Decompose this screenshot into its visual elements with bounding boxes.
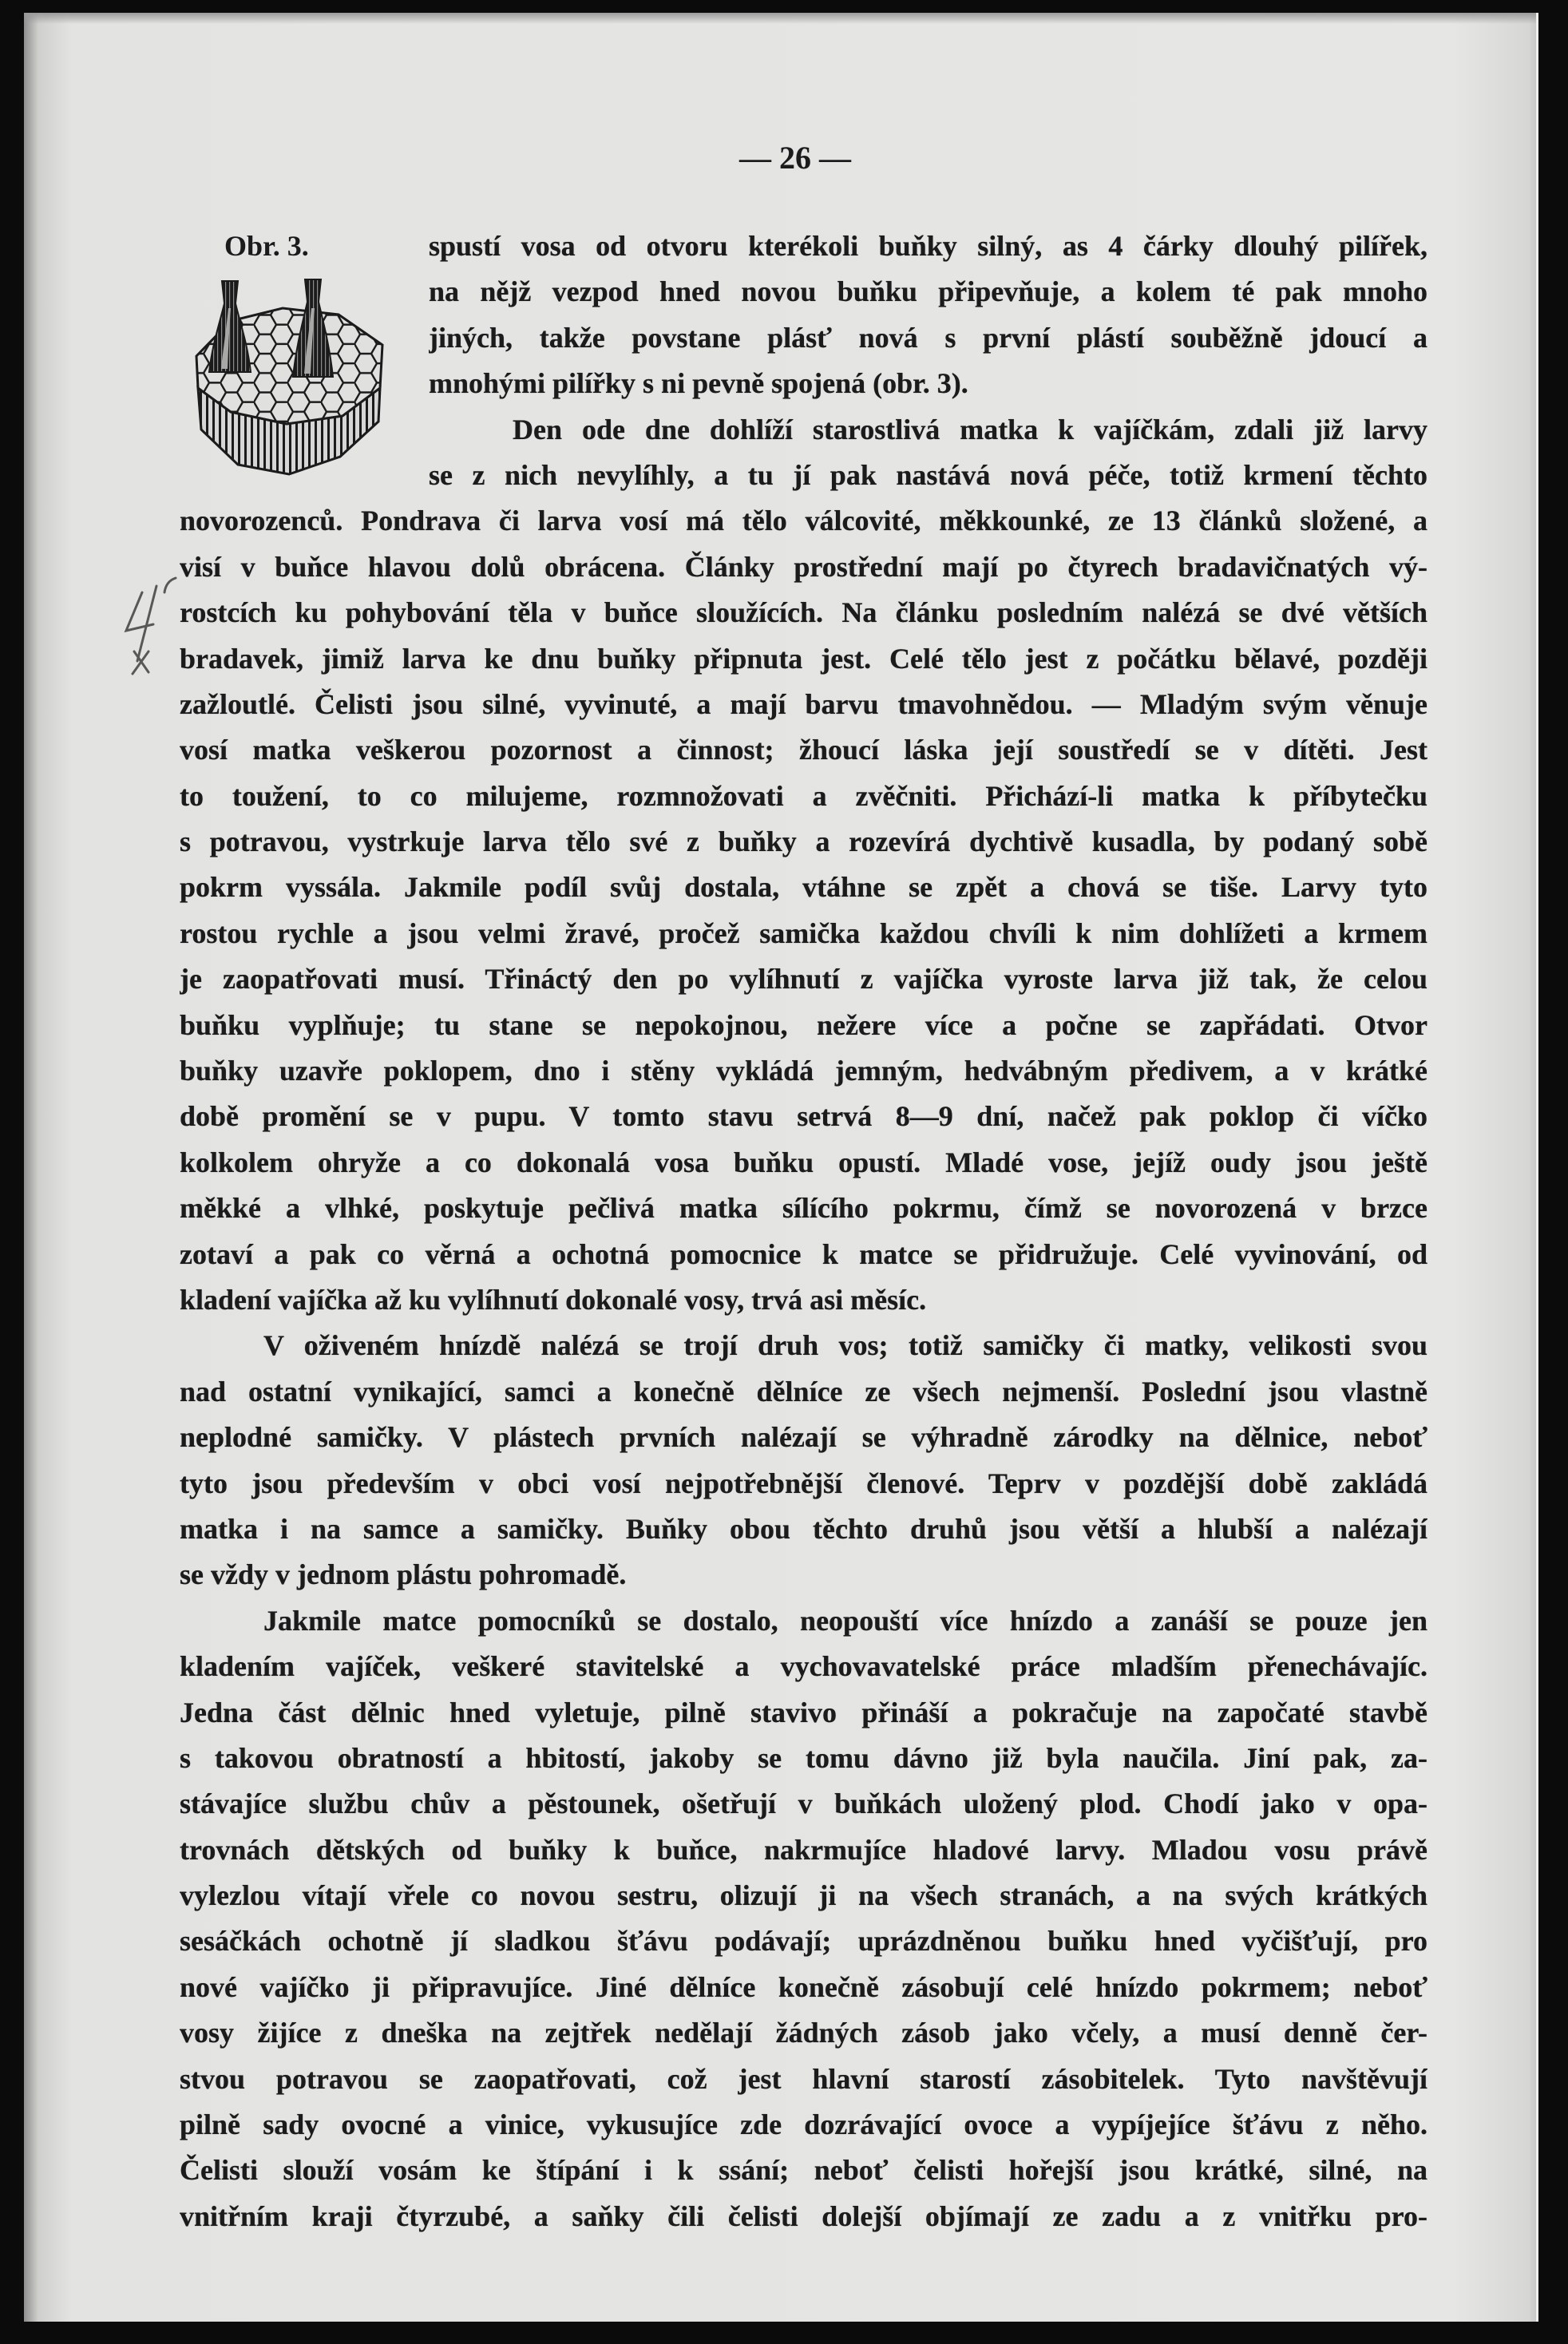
text-line: vosy žijíce z dneška na zejtřek nedělají žádných zásob jako včely, a musí denně čer- xyxy=(180,2017,1427,2049)
text-line: mnohými pilířky s ni pevně spojená (obr. 3). xyxy=(429,367,968,400)
text-line: vosí matka veškerou pozornost a činnost; žhoucí láska její soustředí se v dítěti. Jest xyxy=(180,734,1427,766)
body-text xyxy=(180,224,1427,2239)
text-line: zažloutlé. Čelisti jsou silné, vyvinuté, a mají barvu tmavohnědou. — Mladým svým věnuje xyxy=(180,687,1427,720)
text-line: jiných, takže povstane plásť nová s první plástí souběžně jdoucí a xyxy=(429,321,1427,354)
text-line: vnitřním kraji čtyrzubé, a saňky čili čelisti dolejší objímají ze zadu a z vnitřku pro- xyxy=(180,2199,1427,2232)
text-line: pilně sady ovocné a vinice, vykusujíce zde dozrávající ovoce a vypíjejíce šťávu z něho. xyxy=(180,2108,1427,2141)
paragraph-4 xyxy=(180,1598,1427,2239)
text-line: trovnách dětských od buňky k buňce, nakrmujíce hladové larvy. Mladou vosu právě xyxy=(180,1833,1427,1866)
text-line: kladením vajíček, veškeré stavitelské a vychovavatelské práce mladším přenechávajíc. xyxy=(180,1650,1427,1683)
text-line: nad ostatní vynikající, samci a konečně dělníce ze všech nejmenší. Poslední jsou vlastně xyxy=(180,1375,1427,1408)
text-line: nové vajíčko ji připravujíce. Jiné dělníce konečně zásobují celé hnízdo pokrmem; neboť xyxy=(180,1970,1427,2003)
text-line: Den ode dne dohlíží starostlivá matka k vajíčkám, zdali již larvy xyxy=(513,413,1427,445)
text-line: na nějž vezpod hned novou buňku připevňuje, a kolem té pak mnoho xyxy=(429,275,1427,308)
text-line: s takovou obratností a hbitostí, jakoby se tomu dávno již byla naučila. Jiní pak, za- xyxy=(180,1741,1427,1774)
page-top-shadow xyxy=(24,13,1536,24)
text-line: stvou potravou se zaopatřovati, což jest hlavní starostí zásobitelek. Tyto navštěvují xyxy=(180,2062,1427,2095)
text-line: rostou rychle a jsou velmi žravé, pročež samička každou chvíli k nim dohlížeti a krmem xyxy=(180,917,1427,949)
text-line: Jedna část dělnic hned vyletuje, pilně stavivo přináší a pokračuje na započaté stavbě xyxy=(180,1696,1427,1728)
text-line: pokrm vyssála. Jakmile podíl svůj dostala, vtáhne se zpět a chová se tiše. Larvy tyto xyxy=(180,871,1427,904)
text-line: tyto jsou především v obci vosí nejpotřebnější členové. Teprv v pozdější době zakládá xyxy=(180,1467,1427,1499)
text-line: to toužení, to co milujeme, rozmnožovati a zvěčniti. Přichází-li matka k příbytečku xyxy=(180,779,1427,812)
pencil-stroke xyxy=(133,651,148,674)
pencil-stroke xyxy=(164,578,176,592)
text-line: novorozenců. Pondrava či larva vosí má tělo válcovité, měkkounké, ze 13 článků složené, a xyxy=(180,505,1427,537)
text-line: kolkolem ohryže a co dokonalá vosa buňku opustí. Mladé vose, jejíž oudy jsou ještě xyxy=(180,1146,1427,1178)
text-line: matka i na samce a samičky. Buňky obou těchto druhů jsou větší a hlubší a nalézají xyxy=(180,1512,1427,1545)
text-line: se vždy v jednom plástu pohromadě. xyxy=(180,1558,627,1591)
text-line: spustí vosa od otvoru kterékoli buňky silný, as 4 čárky dlouhý pilířek, xyxy=(429,230,1427,262)
paragraph-3 xyxy=(180,1323,1427,1598)
text-line: sesáčkách ochotně jí sladkou šťávu podávají; uprázdněnou buňku hned vyčišťují, pro xyxy=(180,1925,1427,1958)
book-page xyxy=(24,13,1538,2322)
text-line: zotaví a pak co věrná a ochotná pomocnice k matce se přidružuje. Celé vyvinování, od xyxy=(180,1237,1427,1270)
text-line: bradavek, jimiž larva ke dnu buňky připnuta jest. Celé tělo jest z počátku bělavé, později xyxy=(180,642,1427,675)
page-number: — 26 — xyxy=(739,140,851,176)
paragraph-2 xyxy=(180,407,1427,1324)
text-line: buňky uzavře poklopem, dno i stěny vykládá jemným, hedvábným předivem, a v krátké xyxy=(180,1055,1427,1087)
text-line: vylezlou vítají vřele co novou sestru, olizují ji na všech stranách, a na svých krátkých xyxy=(180,1879,1427,1912)
paragraph-1 xyxy=(180,224,1427,407)
text-line: buňku vyplňuje; tu stane se nepokojnou, nežere více a počne se zapřádati. Otvor xyxy=(180,1008,1427,1041)
text-line: s potravou, vystrkuje larva tělo své z buňky a rozevírá dychtivě kusadla, by podaný sobě xyxy=(180,826,1427,858)
text-line: visí v buňce hlavou dolů obrácena. Články prostřední mají po čtyrech bradavičnatých vý- xyxy=(180,550,1427,583)
figure-label: Obr. 3. xyxy=(224,230,309,262)
text-line: je zaopatřovati musí. Třináctý den po vylíhnutí z vajíčka vyroste larva již tak, že celou xyxy=(180,963,1427,996)
text-line: se z nich nevylíhly, a tu jí pak nastává nová péče, totiž krmení těchto xyxy=(429,458,1427,491)
text-line: neplodné samičky. V plástech prvních nalézají se výhradně zárodky na dělnice, neboť xyxy=(180,1421,1427,1454)
text-line: Čelisti slouží vosám ke štípání i k ssání; neboť čelisti hořejší jsou krátké, silné, na xyxy=(180,2154,1427,2187)
text-line: době promění se v pupu. V tomto stavu setrvá 8—9 dní, načež pak poklop či víčko xyxy=(180,1100,1427,1133)
text-line: kladení vajíčka až ku vylíhnutí dokonalé vosy, trvá asi měsíc. xyxy=(180,1283,927,1316)
text-line: Jakmile matce pomocníků se dostalo, neopouští více hnízdo a zanáší se pouze jen xyxy=(263,1604,1427,1637)
text-line: stávajíce službu chův a pěstounek, ošetřují v buňkách uložený plod. Chodí jako v opa- xyxy=(180,1788,1427,1820)
text-line: rostcích ku pohybování těla v buňce sloužících. Na článku posledním nalézá se dvé větších xyxy=(180,596,1427,629)
text-line: V oživeném hnízdě nalézá se trojí druh vos; totiž samičky či matky, velikosti svou xyxy=(263,1329,1427,1362)
text-line: měkké a vlhké, poskytuje pečlivá matka sílícího pokrmu, čímž se novorozená v brzce xyxy=(180,1192,1427,1225)
